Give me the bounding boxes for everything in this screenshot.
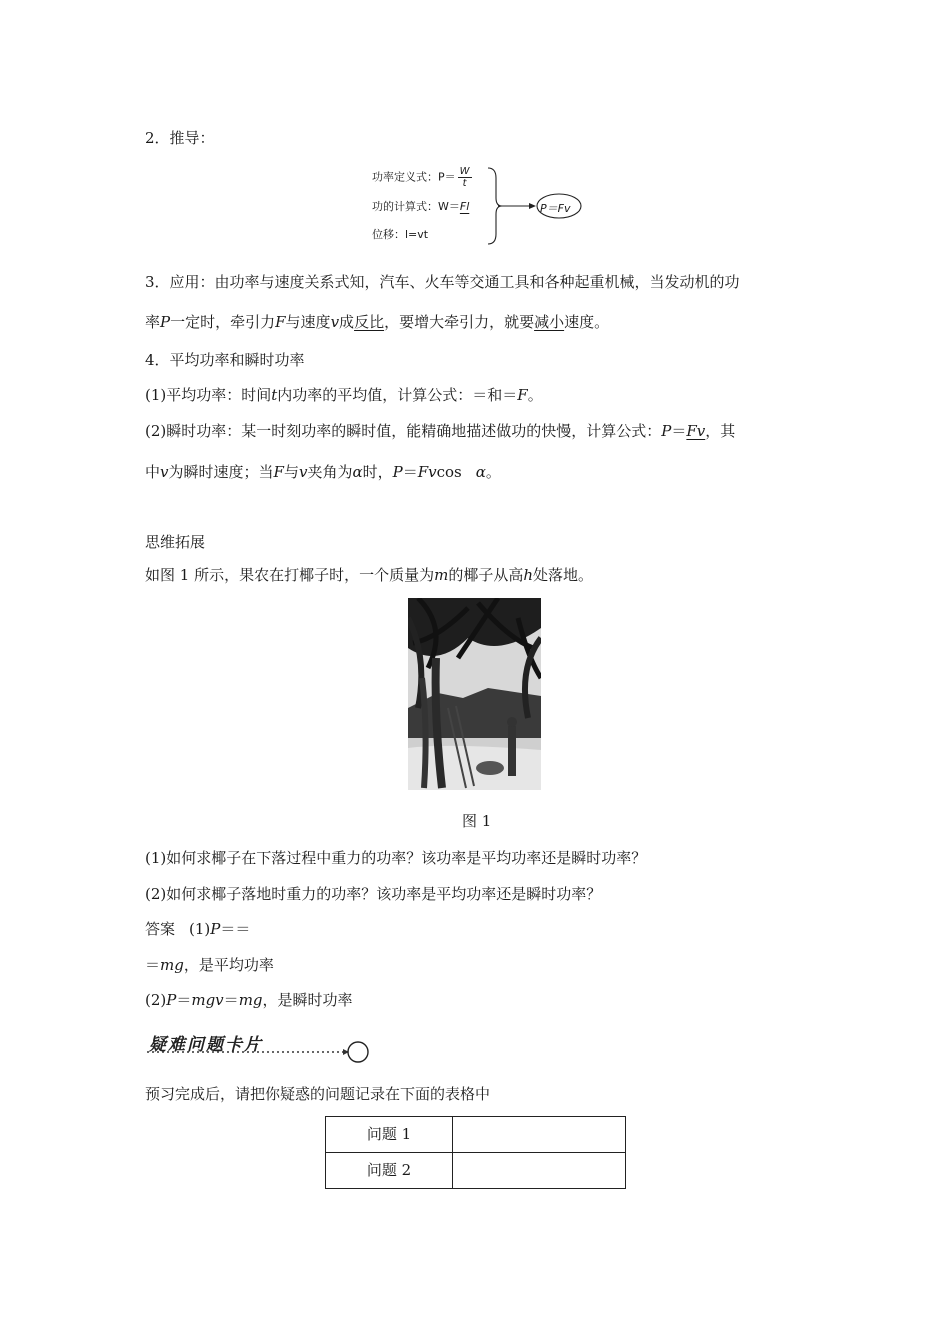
question-2: (2)如何求椰子落地时重力的功率？该功率是平均功率还是瞬时功率？ — [145, 885, 602, 903]
average-power-line: (1)平均功率：时间t内功率的平均值，计算公式：＝和＝F。 — [145, 386, 543, 404]
instant-power-line-1: (2)瞬时功率：某一时刻功率的瞬时值，能精确地描述做功的快慢，计算公式：P＝Fv，其 — [145, 422, 736, 440]
card-title: 疑难问题卡片 — [149, 1035, 263, 1055]
section-3-line-1: 3．应用：由功率与速度关系式知，汽车、火车等交通工具和各种起重机械，当发动机的功 — [145, 273, 740, 291]
answer-label: 答案 — [145, 920, 176, 938]
table-row — [326, 1153, 626, 1189]
answer-inverse: 反比 — [354, 313, 385, 331]
answer-decrease: 减小 — [534, 313, 565, 331]
question-table — [325, 1116, 626, 1189]
think-heading: 思维拓展 — [145, 533, 206, 551]
question-2-input-cell[interactable] — [453, 1153, 626, 1189]
question-1: (1)如何求椰子在下落过程中重力的功率？该功率是平均功率还是瞬时功率？ — [145, 849, 647, 867]
question-1-input-cell[interactable] — [453, 1117, 626, 1153]
question-card-heading — [145, 1028, 375, 1068]
record-prompt: 预习完成后，请把你疑惑的问题记录在下面的表格中 — [145, 1085, 491, 1103]
section-4-heading: 4．平均功率和瞬时功率 — [145, 351, 305, 369]
table-row — [326, 1117, 626, 1153]
think-intro: 如图 1 所示，果农在打椰子时，一个质量为m的椰子从高h处落地。 — [145, 566, 594, 584]
answer-line-1: 答案 (1)P＝＝ — [145, 920, 251, 938]
question-2-label: 问题 2 — [326, 1153, 453, 1189]
card-dotted-line-icon — [145, 1028, 375, 1068]
coconut-tree-photo — [408, 598, 541, 790]
section-3-line-2: 率P一定时，牵引力F与速度v成反比，要增大牵引力，就要减小速度。 — [145, 313, 610, 331]
work-formula: 功的计算式：W＝Fl — [372, 200, 470, 213]
power-definition: 功率定义式：P＝ $\frac{W}{t}$ — [372, 166, 470, 189]
figure-caption: 图 1 — [462, 812, 492, 830]
answer-line-2: ＝mg，是平均功率 — [145, 956, 274, 974]
power-fraction: $\frac{W}{t}$ — [459, 166, 470, 189]
displacement-formula: 位移：l=vt — [372, 228, 429, 241]
derivation-diagram — [370, 160, 600, 250]
section-2-heading: 2．推导： — [145, 129, 215, 147]
instant-power-line-2: 中v为瞬时速度；当F与v夹角为α时，P＝Fvcos α。 — [145, 463, 501, 481]
answer-line-3: (2)P＝mgv＝mg，是瞬时功率 — [145, 991, 353, 1009]
derivation-result: P＝Fv — [540, 202, 571, 215]
question-1-label: 问题 1 — [326, 1117, 453, 1153]
